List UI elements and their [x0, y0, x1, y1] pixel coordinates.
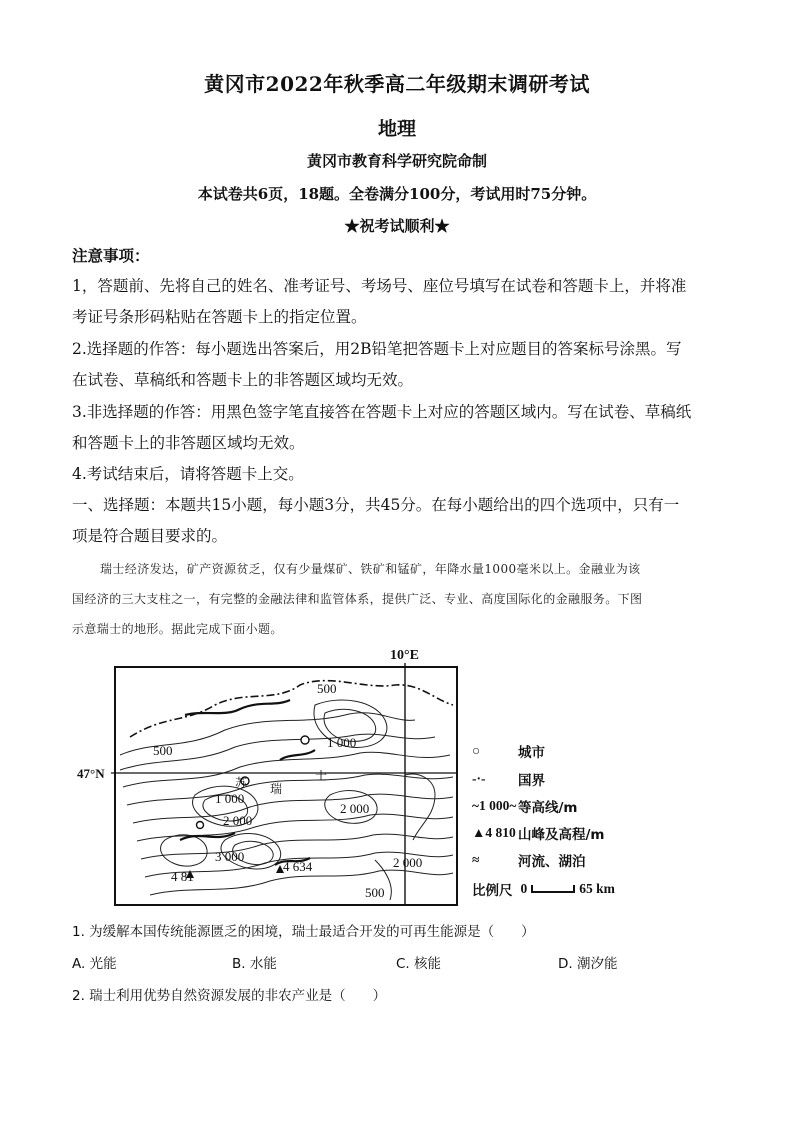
- notice-heading: 注意事项：: [72, 246, 150, 265]
- legend-item-contour: [472, 796, 578, 816]
- passage-line: 国经济的三大支柱之一，有完整的金融法律和监管体系，提供广泛、专业、高度国际化的金融服务。下图: [72, 592, 643, 606]
- contour-label: 4 81: [171, 869, 194, 884]
- legend-item-peak: [472, 823, 605, 843]
- contour-label: 500: [365, 885, 385, 900]
- place-label: 士: [315, 769, 328, 783]
- contour-label: 1 000: [215, 791, 245, 806]
- exam-wish: ★祝考试顺利★: [344, 217, 450, 235]
- contour-label: 2 000: [223, 813, 253, 828]
- place-label: 瑞: [270, 782, 283, 796]
- legend-item-city: [472, 741, 545, 761]
- notice-line: 1，答题前、先将自己的姓名、准考证号、考场号、座位号填写在试卷和答题卡上，并将准: [72, 277, 687, 295]
- scale-label: 比例尺: [472, 883, 513, 899]
- longitude-label: 10°E: [390, 648, 419, 663]
- legend-label: 山峰及高程/m: [518, 827, 605, 843]
- city-icon: ○: [472, 743, 481, 758]
- place-label: 苏: [235, 776, 248, 790]
- contour-label: 2 000: [393, 855, 423, 870]
- question-stem: 2. 瑞士利用优势自然资源发展的非农产业是（ ）: [72, 988, 387, 1004]
- city-markers: [197, 736, 310, 829]
- contour-label: 2 000: [340, 801, 370, 816]
- contour-label: 1 000: [327, 735, 357, 750]
- border-icon: -·-: [472, 771, 486, 786]
- exam-subject: 地理: [377, 118, 416, 140]
- legend-label: 等高线/m: [518, 800, 578, 816]
- scale-bar: [531, 885, 575, 893]
- contour-label: 3 000: [215, 849, 245, 864]
- question-option[interactable]: B. 水能: [232, 956, 277, 972]
- legend-item-border: [472, 769, 545, 789]
- river-icon: ≈: [472, 852, 480, 867]
- contour-label: 4 634: [283, 859, 313, 874]
- notice-line: 2.选择题的作答：每小题选出答案后，用2B铅笔把答题卡上对应题目的答案标号涂黑。写: [72, 340, 682, 358]
- legend-label: 河流、湖泊: [518, 854, 586, 870]
- section-heading-line: 一、选择题：本题共15小题，每小题3分，共45分。在每小题给出的四个选项中，只有一: [72, 496, 680, 514]
- question-stem: 1. 为缓解本国传统能源匮乏的困境，瑞士最适合开发的可再生能源是（ ）: [72, 924, 535, 940]
- legend-label: 城市: [518, 745, 545, 761]
- exam-info: 本试卷共6页，18题。全卷满分100分，考试用时75分钟。: [197, 185, 597, 203]
- legend-item-scale: [472, 879, 615, 899]
- exam-issuer: 黄冈市教育科学研究院命制: [306, 152, 487, 170]
- legend-item-river: [472, 850, 586, 870]
- question-option[interactable]: C. 核能: [396, 956, 442, 972]
- notice-line: 和答题卡上的非答题区域均无效。: [72, 434, 305, 452]
- peak-icon: ▲4 810: [472, 825, 516, 840]
- passage-line: 示意瑞士的地形。据此完成下面小题。: [72, 622, 283, 636]
- latitude-label: 47°N: [77, 766, 105, 781]
- notice-line: 在试卷、草稿纸和答题卡上的非答题区域均无效。: [72, 371, 414, 389]
- contour-label: 500: [153, 743, 173, 758]
- notice-line: 3.非选择题的作答：用黑色签字笔直接答在答题卡上对应的答题区域内。写在试卷、草稿纸: [72, 403, 692, 421]
- question-option[interactable]: D. 潮汐能: [558, 956, 618, 972]
- legend-label: 国界: [518, 773, 545, 789]
- scale-end: 65 km: [579, 881, 615, 896]
- switzerland-terrain-map: [75, 645, 465, 910]
- notice-line: 考证号条形码粘贴在答题卡上的指定位置。: [72, 308, 367, 326]
- contour-label: 500: [317, 681, 337, 696]
- passage-line: 瑞士经济发达，矿产资源贫乏，仅有少量煤矿、铁矿和锰矿，年降水量1000毫米以上。金融业为该: [100, 562, 641, 576]
- exam-title: 黄冈市2022年秋季高二年级期末调研考试: [204, 72, 590, 96]
- section-heading-line: 项是符合题目要求的。: [72, 527, 228, 545]
- notice-line: 4.考试结束后，请将答题卡上交。: [72, 465, 304, 483]
- scale-start: 0: [520, 881, 528, 896]
- question-option[interactable]: A. 光能: [72, 956, 117, 972]
- contour-icon: ~1 000~: [472, 798, 517, 813]
